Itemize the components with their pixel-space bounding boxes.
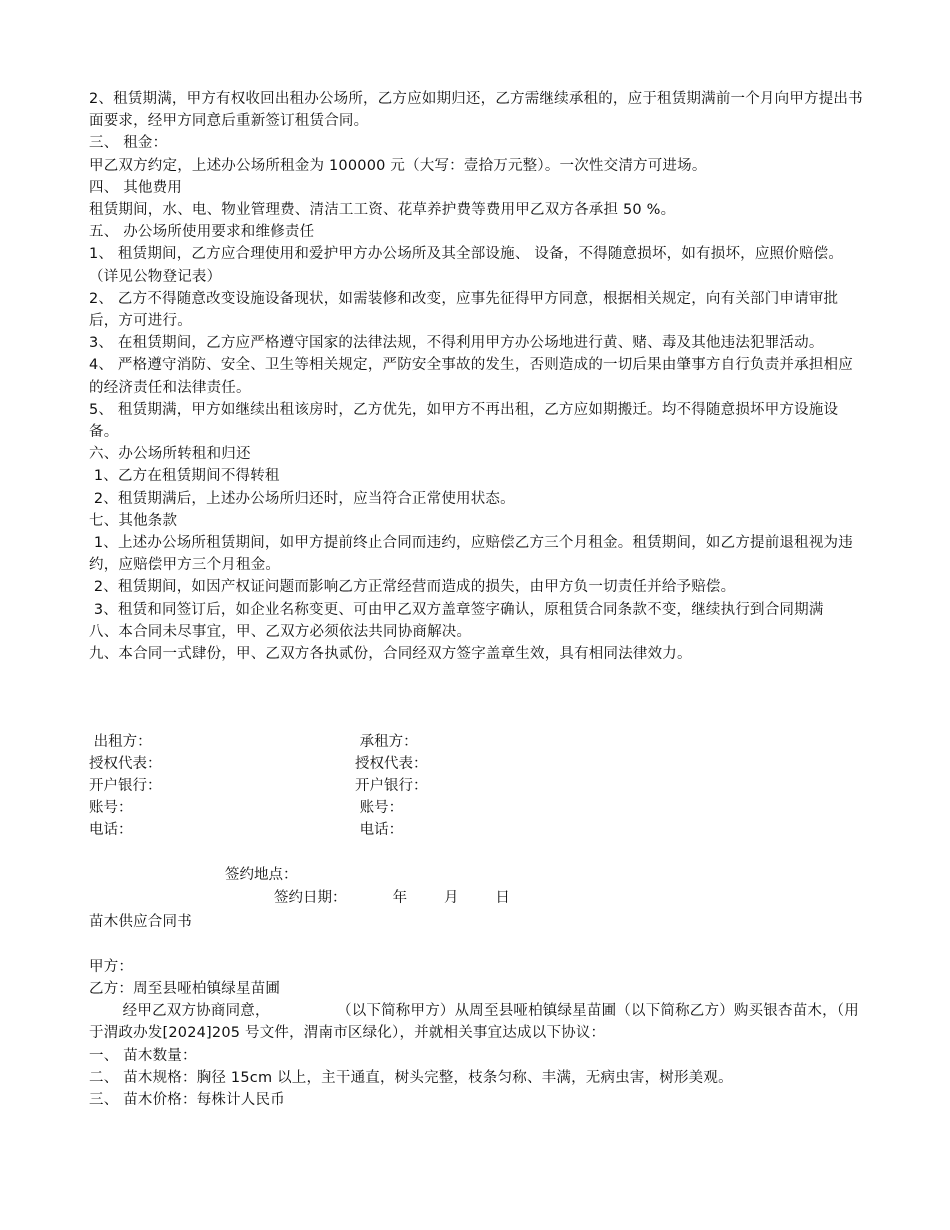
- lessee-phone: 电话：: [355, 822, 404, 839]
- lessee-representative: 授权代表：: [355, 756, 428, 773]
- heading-other-terms: 七、其他条款: [89, 512, 178, 529]
- heading-other-fees: 四、 其他费用: [89, 179, 183, 196]
- clause-usage-4: 4、 严格遵守消防、安全、卫生等相关规定，严防安全事故的发生，否则造成的一切后果由肇事方自行负责并承担相应的经济责任和法律责任。: [89, 357, 853, 396]
- clause-usage-3: 3、 在租赁期间，乙方应严格遵守国家的法律法规，不得利用甲方办公场地进行黄、赌、毒及其他违法犯罪活动。: [89, 335, 824, 352]
- clause-sublease-2: 2、租赁期满后，上述办公场所归还时，应当符合正常使用状态。: [89, 490, 515, 507]
- blank-gap: [89, 665, 864, 731]
- signing-info: [89, 863, 864, 911]
- clause-other-fees: 租赁期间，水、电、物业管理费、清洁工工资、花草养护费等费用甲乙双方各承担 50 %。: [89, 202, 676, 219]
- lessor-account: 账号：: [89, 800, 133, 817]
- clause-other-3: 3、租赁和同签订后，如企业名称变更、可由甲乙双方盖章签字确认，原租赁合同条款不变，继续执行到合同期满: [89, 601, 824, 618]
- lease-clauses: [89, 88, 864, 665]
- seedling-intro: 经甲乙双方协商同意， （以下简称甲方）从周至县哑柏镇绿星苗圃（以下简称乙方）购买银杏苗木，（用于渭政办发[2024]205 号文件，渭南市区绿化），并就相关事宜达成以下协议：: [89, 1003, 859, 1042]
- party-b: 乙方：周至县哑柏镇绿星苗圃: [89, 980, 281, 997]
- lessor-label: 出租方：: [89, 734, 152, 751]
- clause-other-1: 1、上述办公场所租赁期间，如甲方提前终止合同而违约，应赔偿乙方三个月租金。租赁期间，如乙方提前退租视为违约，应赔偿甲方三个月租金。: [89, 535, 853, 574]
- lessee-account: 账号：: [355, 800, 404, 817]
- clause-renewal: 2、租赁期满，甲方有权收回出租办公场所，乙方应如期归还，乙方需继续承租的，应于租赁期满前一个月向甲方提出书面要求，经甲方同意后重新签订租赁合同。: [89, 91, 863, 130]
- blank-line: [89, 933, 864, 955]
- lessee-bank: 开户银行：: [355, 778, 428, 795]
- lessor-representative: 授权代表：: [89, 756, 162, 773]
- signature-block: [89, 731, 864, 841]
- clause-usage-2: 2、 乙方不得随意改变设施设备现状，如需装修和改变，应事先征得甲方同意，根据相关规定，向有关部门申请审批后，方可进行。: [89, 290, 839, 330]
- clause-other-2: 2、租赁期间，如因产权证问题而影响乙方正常经营而造成的损失，由甲方负一切责任并给予赔偿。: [89, 579, 736, 596]
- clause-usage-5: 5、 租赁期满，甲方如继续出租该房时，乙方优先，如甲方不再出租，乙方应如期搬迁。均不得随意损坏甲方设施设备。: [89, 401, 839, 441]
- document-page: [89, 88, 864, 1111]
- heading-usage: 五、 办公场所使用要求和维修责任: [89, 224, 315, 241]
- seedling-title: 苗木供应合同书: [89, 914, 192, 931]
- clause-sublease-1: 1、乙方在租赁期间不得转租: [89, 468, 280, 485]
- heading-rent: 三、 租金：: [89, 135, 168, 152]
- clause-eight: 八、本合同未尽事宜，甲、乙双方必须依法共同协商解决。: [89, 623, 472, 640]
- spacer: [89, 841, 864, 863]
- lessor-bank: 开户银行：: [89, 778, 162, 795]
- seedling-quantity: 一、 苗木数量：: [89, 1047, 197, 1064]
- clause-usage-1: 1、 租赁期间，乙方应合理使用和爱护甲方办公场所及其全部设施、 设备，不得随意损坏，如有损坏，应照价赔偿。（详见公物登记表）: [89, 246, 844, 285]
- signing-date: 签约日期： 年 月 日: [274, 890, 510, 907]
- heading-sublease: 六、办公场所转租和归还: [89, 446, 251, 463]
- lessee-label: 承租方：: [355, 734, 418, 751]
- seedling-spec: 二、 苗木规格：胸径 15cm 以上，主干通直，树头完整，枝条匀称、丰满，无病虫害，树形美观。: [89, 1069, 733, 1086]
- seedling-contract: [89, 911, 864, 1111]
- lessor-phone: 电话：: [89, 822, 133, 839]
- clause-nine: 九、本合同一式肆份，甲、乙双方各执贰份，合同经双方签字盖章生效，具有相同法律效力。: [89, 646, 692, 663]
- seedling-price: 三、 苗木价格：每株计人民币: [89, 1091, 285, 1108]
- party-a: 甲方：: [89, 958, 134, 975]
- clause-rent: 甲乙双方约定，上述办公场所租金为 100000 元（大写：壹拾万元整）。一次性交清方可进场。: [89, 157, 707, 174]
- signing-place: 签约地点：: [225, 867, 298, 884]
